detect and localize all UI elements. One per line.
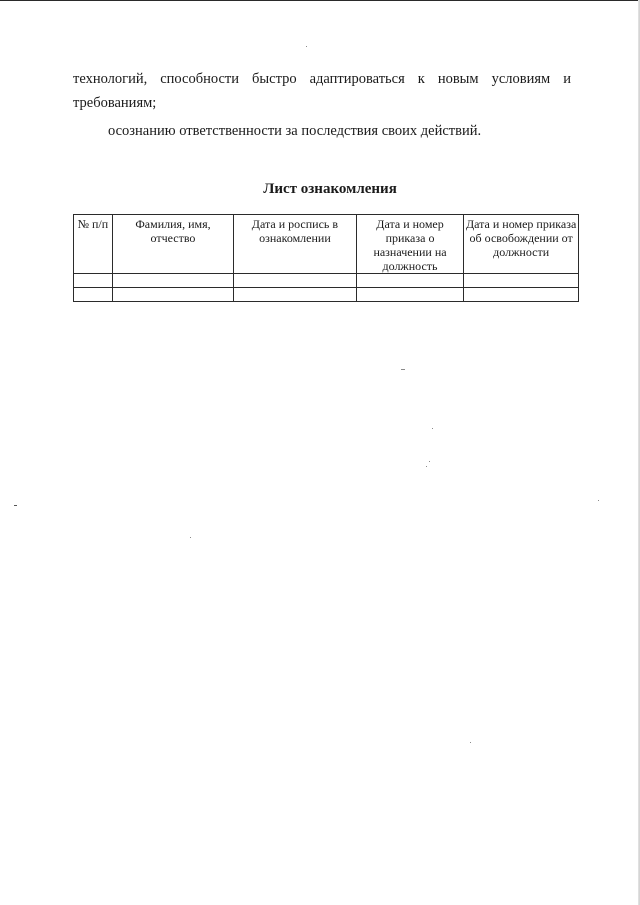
- column-header-date-signature: Дата и роспись в ознакомлении: [234, 215, 357, 274]
- table-cell: [464, 274, 579, 288]
- table-cell: [74, 274, 113, 288]
- table-cell: [356, 288, 464, 302]
- scan-speck: [426, 466, 427, 467]
- scan-edge-top: [0, 0, 640, 1]
- scan-speck: [306, 46, 307, 47]
- paragraph-2: осознанию ответственности за последствия своих действий.: [108, 123, 482, 139]
- column-header-appointment-order: Дата и номер приказа о назначении на должность: [356, 215, 464, 274]
- table-cell: [112, 274, 233, 288]
- table-header-row: [74, 215, 579, 274]
- acknowledgement-table: [73, 214, 579, 302]
- scan-speck: [401, 369, 405, 370]
- table-cell: [464, 288, 579, 302]
- table-cell: [234, 274, 357, 288]
- scan-speck: [598, 500, 599, 501]
- scan-speck: [14, 505, 17, 506]
- table-cell: [74, 288, 113, 302]
- paragraph-1-line-2: требованиям;: [73, 95, 157, 111]
- column-header-dismissal-order: Дата и номер приказа об освобождении от должности: [464, 215, 579, 274]
- table-cell: [356, 274, 464, 288]
- table-cell: [112, 288, 233, 302]
- scan-speck: [470, 742, 471, 743]
- paragraph-1-line-1: технологий, способности быстро адаптироваться к новым условиям и: [73, 71, 571, 87]
- scan-speck: [190, 537, 191, 538]
- scan-speck: [432, 428, 433, 429]
- table-cell: [234, 288, 357, 302]
- column-header-number: № п/п: [74, 215, 113, 274]
- scan-speck: [429, 461, 430, 462]
- sheet-title: Лист ознакомления: [263, 181, 397, 197]
- column-header-full-name: Фамилия, имя, отчество: [112, 215, 233, 274]
- table-row: [74, 274, 579, 288]
- table-row: [74, 288, 579, 302]
